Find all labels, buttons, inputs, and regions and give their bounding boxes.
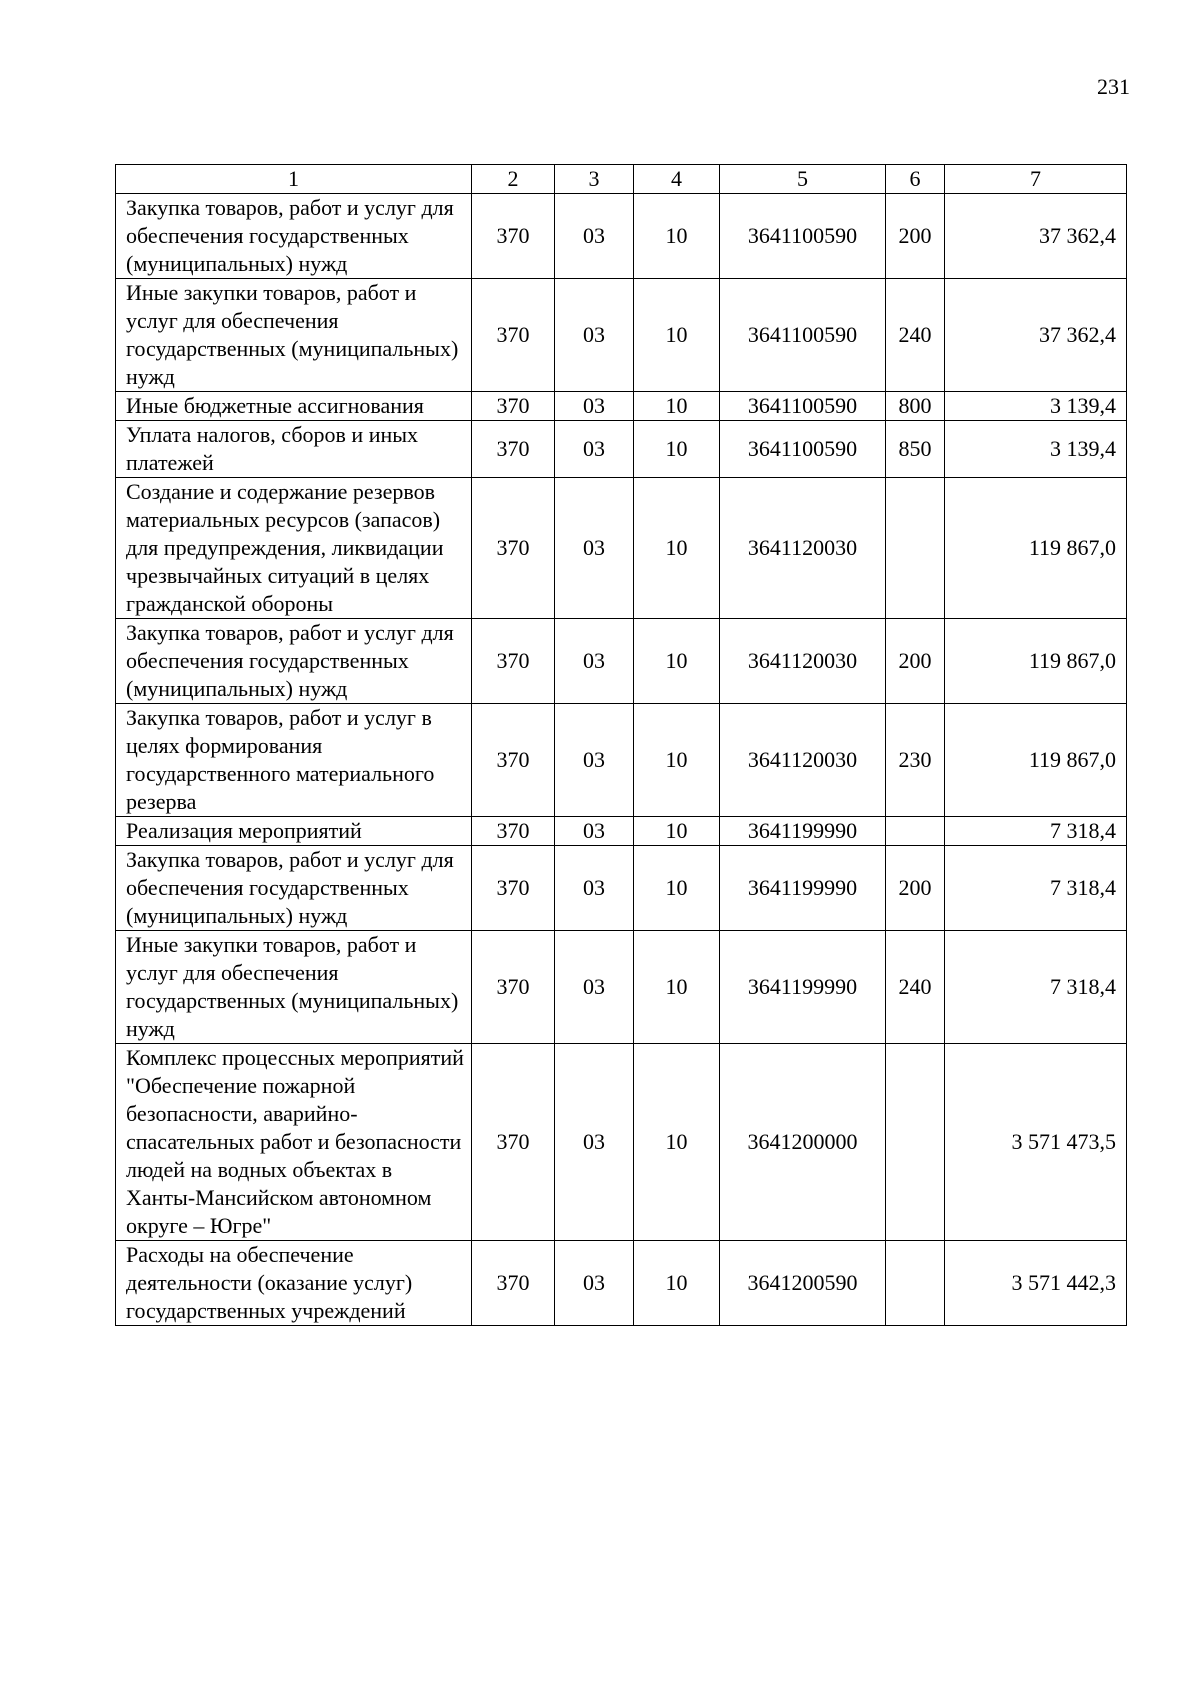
row-amount: 119 867,0	[945, 704, 1127, 817]
table-row	[116, 421, 1127, 478]
row-code-4: 10	[634, 931, 720, 1044]
row-code-2: 370	[472, 846, 555, 931]
row-code-6	[886, 1241, 945, 1326]
header-cell: 2	[472, 165, 555, 194]
row-code-2: 370	[472, 619, 555, 704]
header-cell: 3	[555, 165, 634, 194]
row-code-3: 03	[555, 392, 634, 421]
row-code-2: 370	[472, 392, 555, 421]
row-code-3: 03	[555, 704, 634, 817]
table-row	[116, 478, 1127, 619]
row-name: Уплата налогов, сборов и иных платежей	[116, 421, 472, 478]
row-amount: 119 867,0	[945, 478, 1127, 619]
row-amount: 7 318,4	[945, 817, 1127, 846]
table-row	[116, 931, 1127, 1044]
row-code-3: 03	[555, 1241, 634, 1326]
row-code-2: 370	[472, 421, 555, 478]
row-code-6	[886, 1044, 945, 1241]
row-code-5: 3641100590	[720, 392, 886, 421]
header-cell: 5	[720, 165, 886, 194]
row-code-5: 3641120030	[720, 704, 886, 817]
row-code-3: 03	[555, 846, 634, 931]
header-cell: 4	[634, 165, 720, 194]
table-row	[116, 1044, 1127, 1241]
row-amount: 119 867,0	[945, 619, 1127, 704]
row-code-6: 800	[886, 392, 945, 421]
row-amount: 3 139,4	[945, 421, 1127, 478]
table-row	[116, 392, 1127, 421]
row-code-3: 03	[555, 817, 634, 846]
row-code-3: 03	[555, 194, 634, 279]
row-code-2: 370	[472, 279, 555, 392]
row-code-4: 10	[634, 1044, 720, 1241]
row-code-6	[886, 817, 945, 846]
row-code-5: 3641100590	[720, 279, 886, 392]
row-code-6: 240	[886, 931, 945, 1044]
row-code-4: 10	[634, 392, 720, 421]
row-code-5: 3641100590	[720, 194, 886, 279]
row-code-3: 03	[555, 421, 634, 478]
row-name: Иные закупки товаров, работ и услуг для обеспечения государственных (муниципальных) нужд	[116, 931, 472, 1044]
row-name: Закупка товаров, работ и услуг для обеспечения государственных (муниципальных) нужд	[116, 846, 472, 931]
row-name: Расходы на обеспечение деятельности (оказание услуг) государственных учреждений	[116, 1241, 472, 1326]
table-row	[116, 817, 1127, 846]
row-code-3: 03	[555, 931, 634, 1044]
row-code-3: 03	[555, 279, 634, 392]
row-code-3: 03	[555, 619, 634, 704]
row-code-2: 370	[472, 931, 555, 1044]
row-code-6: 230	[886, 704, 945, 817]
row-code-6: 200	[886, 619, 945, 704]
row-name: Комплекс процессных мероприятий "Обеспечение пожарной безопасности, аварийно-спасательных работ и безопасности людей на водных объектах в Ханты-Мансийском автономном округе – Югре"	[116, 1044, 472, 1241]
row-code-3: 03	[555, 478, 634, 619]
row-code-4: 10	[634, 279, 720, 392]
page-number: 231	[1097, 74, 1130, 99]
row-code-2: 370	[472, 194, 555, 279]
row-code-5: 3641120030	[720, 619, 886, 704]
table-row	[116, 1241, 1127, 1326]
row-code-6: 240	[886, 279, 945, 392]
row-name: Иные бюджетные ассигнования	[116, 392, 472, 421]
row-code-6	[886, 478, 945, 619]
row-amount: 37 362,4	[945, 279, 1127, 392]
row-code-4: 10	[634, 619, 720, 704]
row-name: Иные закупки товаров, работ и услуг для обеспечения государственных (муниципальных) нужд	[116, 279, 472, 392]
table-header-row	[116, 165, 1127, 194]
row-code-2: 370	[472, 817, 555, 846]
row-name: Реализация мероприятий	[116, 817, 472, 846]
header-cell: 1	[116, 165, 472, 194]
row-code-5: 3641199990	[720, 817, 886, 846]
row-code-4: 10	[634, 421, 720, 478]
row-amount: 3 139,4	[945, 392, 1127, 421]
row-name: Закупка товаров, работ и услуг для обеспечения государственных (муниципальных) нужд	[116, 619, 472, 704]
row-name: Закупка товаров, работ и услуг в целях формирования государственного материального резерва	[116, 704, 472, 817]
budget-table	[115, 164, 1127, 1326]
table-row	[116, 279, 1127, 392]
row-amount: 3 571 442,3	[945, 1241, 1127, 1326]
row-code-4: 10	[634, 846, 720, 931]
table-row	[116, 619, 1127, 704]
row-amount: 37 362,4	[945, 194, 1127, 279]
row-code-3: 03	[555, 1044, 634, 1241]
header-cell: 7	[945, 165, 1127, 194]
table-row	[116, 704, 1127, 817]
row-code-5: 3641120030	[720, 478, 886, 619]
row-code-5: 3641199990	[720, 931, 886, 1044]
row-code-4: 10	[634, 478, 720, 619]
row-name: Создание и содержание резервов материальных ресурсов (запасов) для предупреждения, ликвидации чрезвычайных ситуаций в целях гражданской обороны	[116, 478, 472, 619]
row-code-2: 370	[472, 1044, 555, 1241]
row-code-2: 370	[472, 704, 555, 817]
row-amount: 3 571 473,5	[945, 1044, 1127, 1241]
row-amount: 7 318,4	[945, 846, 1127, 931]
row-amount: 7 318,4	[945, 931, 1127, 1044]
row-name: Закупка товаров, работ и услуг для обеспечения государственных (муниципальных) нужд	[116, 194, 472, 279]
row-code-4: 10	[634, 704, 720, 817]
row-code-5: 3641199990	[720, 846, 886, 931]
row-code-6: 200	[886, 194, 945, 279]
header-cell: 6	[886, 165, 945, 194]
row-code-2: 370	[472, 478, 555, 619]
row-code-5: 3641100590	[720, 421, 886, 478]
row-code-4: 10	[634, 194, 720, 279]
row-code-5: 3641200000	[720, 1044, 886, 1241]
table-row	[116, 846, 1127, 931]
row-code-2: 370	[472, 1241, 555, 1326]
row-code-4: 10	[634, 817, 720, 846]
row-code-5: 3641200590	[720, 1241, 886, 1326]
row-code-6: 850	[886, 421, 945, 478]
row-code-6: 200	[886, 846, 945, 931]
row-code-4: 10	[634, 1241, 720, 1326]
table-row	[116, 194, 1127, 279]
